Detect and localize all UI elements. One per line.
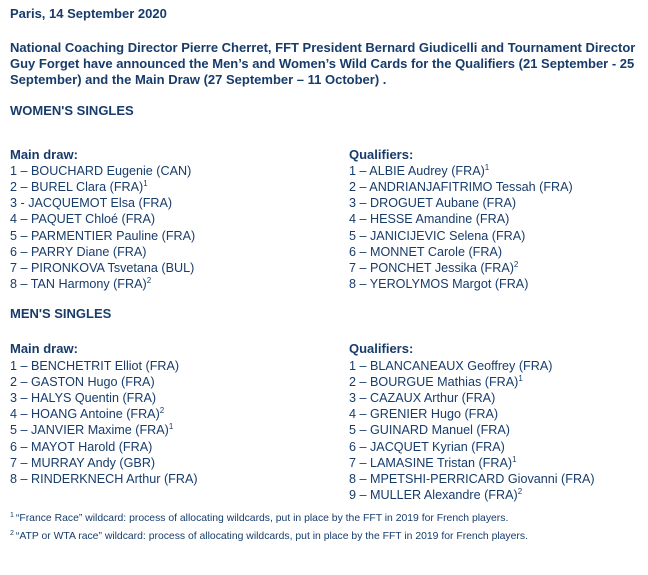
footnote-marker: 1 — [143, 179, 148, 189]
list-item — [10, 422, 349, 438]
list-item — [10, 455, 349, 471]
list-item — [349, 422, 639, 438]
womens-main-draw — [10, 147, 349, 293]
list-item — [349, 471, 639, 487]
footnote-marker: 1 — [168, 422, 174, 432]
mens-main-draw-title: Main draw: — [10, 341, 78, 357]
dateline: Paris, 14 September 2020 — [10, 6, 167, 21]
player-entry: 1 – BOUCHARD Eugenie (CAN) — [10, 163, 192, 178]
player-entry: 2 – BOURGUE Mathias (FRA) — [349, 374, 519, 389]
list-item — [349, 163, 639, 179]
mens-qualifiers — [349, 341, 639, 503]
player-entry: 2 – BUREL Clara (FRA) — [10, 180, 144, 195]
womens-singles-heading: WOMEN'S SINGLES — [10, 102, 134, 118]
list-item — [349, 195, 639, 211]
womens-qualifiers-list — [349, 163, 639, 293]
list-item — [10, 260, 349, 276]
list-item — [10, 358, 349, 374]
player-entry: 7 – PIRONKOVA Tsvetana (BUL) — [10, 261, 195, 276]
list-item — [10, 374, 349, 390]
list-item — [349, 211, 639, 227]
player-entry: 7 – PONCHET Jessika (FRA) — [349, 261, 514, 276]
list-item — [349, 487, 639, 503]
list-item — [349, 374, 639, 390]
player-entry: 4 – PAQUET Chloé (FRA) — [10, 212, 156, 227]
mens-singles-columns — [10, 341, 640, 503]
list-item — [10, 163, 349, 179]
list-item — [349, 455, 639, 471]
player-entry: 7 – LAMASINE Tristan (FRA) — [349, 455, 513, 470]
footnote-mark: 2 — [10, 530, 14, 538]
mens-main-draw-list — [10, 358, 349, 488]
player-entry: 8 – TAN Harmony (FRA) — [10, 277, 147, 292]
player-entry: 9 – MULLER Alexandre (FRA) — [349, 488, 518, 503]
womens-main-draw-list — [10, 163, 349, 293]
player-entry: 4 – HESSE Amandine (FRA) — [349, 212, 510, 227]
player-entry: 6 – MONNET Carole (FRA) — [349, 244, 503, 259]
footnote-text: “France Race” wildcard: process of allocating wildcards, put in place by the FFT in 2019 for French players. — [15, 513, 509, 525]
list-item — [349, 244, 639, 260]
footnote-marker: 1 — [518, 373, 523, 383]
player-entry: 6 – JACQUET Kyrian (FRA) — [349, 439, 505, 454]
list-item — [349, 179, 639, 195]
womens-qualifiers-title: Qualifiers: — [349, 146, 414, 162]
list-item — [349, 228, 639, 244]
footnote-marker: 2 — [513, 260, 519, 270]
footnote-marker: 1 — [484, 162, 490, 172]
intro-paragraph: National Coaching Director Pierre Cherret, FFT President Bernard Giudicelli and Tournament Director Guy Forget have announced the Men’s and Women’s Wild Cards for the Qualifiers (21 September - 25 September) and the Main Draw (27 September – 11 October) . — [10, 40, 636, 88]
womens-singles-columns — [10, 147, 640, 293]
mens-qualifiers-list — [349, 358, 639, 504]
player-entry: 5 – PARMENTIER Pauline (FRA) — [10, 228, 196, 243]
womens-qualifiers — [349, 147, 639, 293]
list-item — [10, 179, 349, 195]
player-entry: 6 – PARRY Diane (FRA) — [10, 244, 147, 259]
mens-main-draw — [10, 341, 349, 503]
list-item — [10, 244, 349, 260]
list-item — [10, 406, 349, 422]
list-item — [10, 471, 349, 487]
footnotes — [10, 512, 640, 543]
footnote-1 — [10, 512, 640, 525]
player-entry: 7 – MURRAY Andy (GBR) — [10, 455, 156, 470]
player-entry: 2 – ANDRIANJAFITRIMO Tessah (FRA) — [349, 180, 573, 195]
press-release — [10, 6, 640, 548]
footnote-marker: 2 — [517, 487, 523, 497]
player-entry: 1 – ALBIE Audrey (FRA) — [349, 163, 485, 178]
player-entry: 3 - JACQUEMOT Elsa (FRA) — [10, 196, 173, 211]
list-item — [349, 260, 639, 276]
player-entry: 1 – BLANCANEAUX Geoffrey (FRA) — [349, 358, 553, 373]
mens-qualifiers-title: Qualifiers: — [349, 341, 414, 357]
mens-singles-heading: MEN'S SINGLES — [10, 306, 112, 322]
player-entry: 8 – YEROLYMOS Margot (FRA) — [349, 277, 529, 292]
footnote-marker: 2 — [159, 406, 165, 416]
player-entry: 6 – MAYOT Harold (FRA) — [10, 439, 153, 454]
footnote-marker: 1 — [512, 454, 517, 464]
list-item — [349, 390, 639, 406]
list-item — [10, 228, 349, 244]
footnote-marker: 2 — [146, 276, 152, 286]
list-item — [349, 439, 639, 455]
footnote-2 — [10, 530, 640, 543]
player-entry: 2 – GASTON Hugo (FRA) — [10, 374, 155, 389]
player-entry: 1 – BENCHETRIT Elliot (FRA) — [10, 358, 180, 373]
player-entry: 5 – GUINARD Manuel (FRA) — [349, 423, 510, 438]
list-item — [349, 276, 639, 292]
player-entry: 3 – HALYS Quentin (FRA) — [10, 391, 157, 406]
footnote-mark: 1 — [10, 512, 14, 520]
player-entry: 5 – JANVIER Maxime (FRA) — [10, 423, 169, 438]
player-entry: 4 – GRENIER Hugo (FRA) — [349, 407, 499, 422]
player-entry: 4 – HOANG Antoine (FRA) — [10, 407, 160, 422]
footnote-text: “ATP or WTA race” wildcard: process of allocating wildcards, put in place by the FFT in 2019 for French players. — [15, 531, 528, 543]
list-item — [10, 211, 349, 227]
list-item — [349, 406, 639, 422]
player-entry: 3 – CAZAUX Arthur (FRA) — [349, 391, 496, 406]
player-entry: 8 – RINDERKNECH Arthur (FRA) — [10, 472, 198, 487]
player-entry: 8 – MPETSHI-PERRICARD Giovanni (FRA) — [349, 472, 595, 487]
list-item — [10, 276, 349, 292]
womens-main-draw-title: Main draw: — [10, 146, 78, 162]
player-entry: 5 – JANICIJEVIC Selena (FRA) — [349, 228, 526, 243]
player-entry: 3 – DROGUET Aubane (FRA) — [349, 196, 517, 211]
list-item — [10, 195, 349, 211]
list-item — [10, 390, 349, 406]
list-item — [10, 439, 349, 455]
list-item — [349, 358, 639, 374]
